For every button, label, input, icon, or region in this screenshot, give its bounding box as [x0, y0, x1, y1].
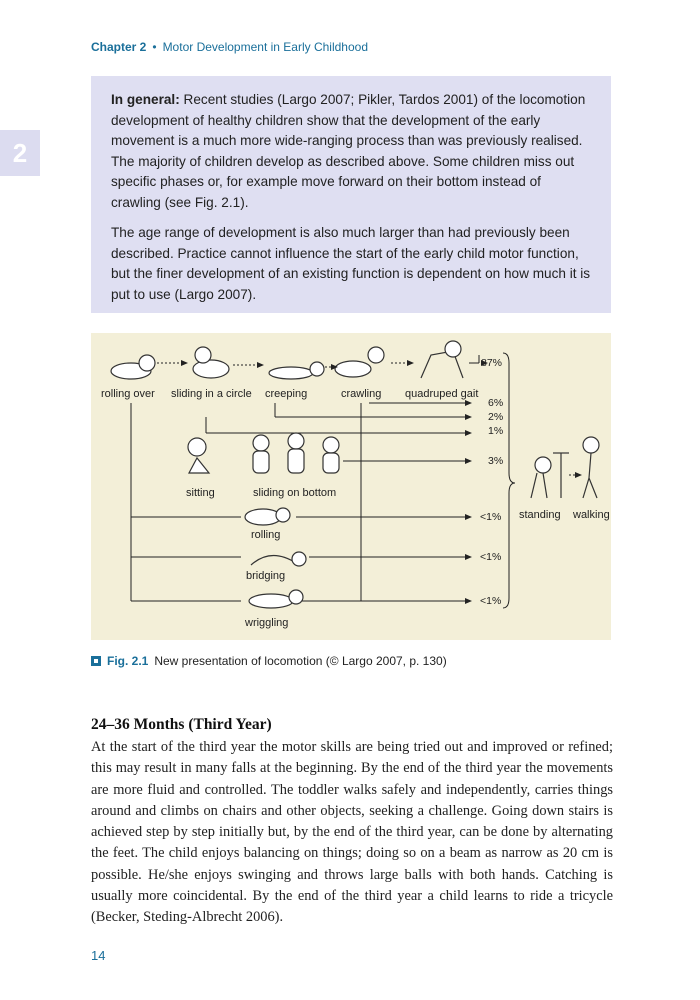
baby-figure-wriggling [249, 590, 303, 608]
figure-caption [91, 654, 447, 668]
pct-bridging: <1% [480, 551, 502, 563]
label-bridging: bridging [246, 570, 286, 582]
caption-label: Fig. 2.1 [107, 654, 149, 668]
caption-bullet-icon [91, 656, 101, 666]
info-paragraph-1 [111, 90, 591, 213]
label-sitting: sitting [186, 487, 215, 499]
baby-figure-sitting [188, 438, 209, 473]
info-box [91, 76, 611, 313]
side-tab-number: 2 [12, 137, 28, 168]
pct-creeping: 2% [488, 411, 504, 423]
locomotion-diagram [91, 333, 611, 640]
baby-figure-walking [583, 437, 599, 498]
label-standing: standing [519, 509, 561, 521]
baby-figure-sliding-bottom [253, 433, 339, 473]
pct-sliding-bottom: 3% [488, 455, 504, 467]
caption-text: New presentation of locomotion (© Largo 2007, p. 130) [154, 654, 447, 668]
label-crawling: crawling [341, 388, 382, 400]
pct-quadruped: 87% [481, 357, 503, 369]
label-wriggling: wriggling [245, 617, 289, 629]
chapter-title: Motor Development in Early Childhood [162, 40, 368, 54]
baby-figure-creeping [269, 362, 324, 379]
label-sliding-circle: sliding in a circle [171, 388, 252, 400]
label-creeping: creeping [265, 388, 308, 400]
baby-figure-standing [531, 453, 569, 498]
baby-figure-quadruped [421, 341, 463, 378]
pct-rolling: <1% [480, 511, 502, 523]
chapter-label: Chapter 2 [91, 40, 147, 54]
figure-locomotion [91, 333, 611, 640]
baby-figure-bridging [251, 552, 306, 566]
page-number: 14 [91, 948, 106, 963]
label-rolling-over: rolling over [101, 388, 155, 400]
baby-figure-crawling [335, 347, 384, 377]
header-separator: • [152, 40, 157, 54]
label-quadruped-gait: quadruped gait [405, 388, 479, 400]
label-rolling: rolling [251, 529, 281, 541]
baby-figure-sliding-circle [193, 347, 229, 378]
label-sliding-bottom: sliding on bottom [253, 487, 337, 499]
right-brace [503, 353, 515, 608]
info-paragraph-2: The age range of development is also much larger than had previously been described. Practice cannot influence the start of the early child motor function, but the finer development of an existing function is dependent on how much it is put to use (Largo 2007). [111, 225, 591, 302]
baby-figure-rolling [245, 508, 290, 525]
label-walking: walking [573, 509, 610, 521]
section-body: At the start of the third year the motor skills are being tried out and improved or refined; this may result in many falls at the beginning. By the end of the third year the movements are more fluid and controlled. The toddler walks safely and independently, carries things around and climbs on chairs and other objects, seeking a challenge. Going down stairs is achieved step by step initially but, by the end of the third year, can be done by alternating the feet. The child enjoys balancing on things; doing so on a beam as narrow as 20 cm is possible. He/she enjoys swinging and throws large balls with both hands. Catching is usually more coincidental. By the end of the third year a child learns to ride a tricycle (Becker, Steding-Albrecht 2006). [91, 739, 613, 926]
baby-figure-rolling-over [111, 355, 155, 379]
pct-wriggling: <1% [480, 595, 502, 607]
info-lead: In general: [111, 92, 180, 107]
info-paragraph-1-text: Recent studies (Largo 2007; Pikler, Tardos 2001) of the locomotion development of healthy children show that the development of the early movement is a much more wide-ranging process than was previously realised. The majority of children develop as described above. Some children miss out specific phases or, for example move forward on their bottom instead of crawling (see Fig. 2.1). [111, 92, 586, 210]
chapter-side-tab [0, 130, 40, 176]
pct-crawling: 6% [488, 397, 504, 409]
pct-sliding-circle: 1% [488, 425, 504, 437]
section-title: 24–36 Months (Third Year) [91, 716, 272, 733]
running-head [91, 40, 368, 54]
